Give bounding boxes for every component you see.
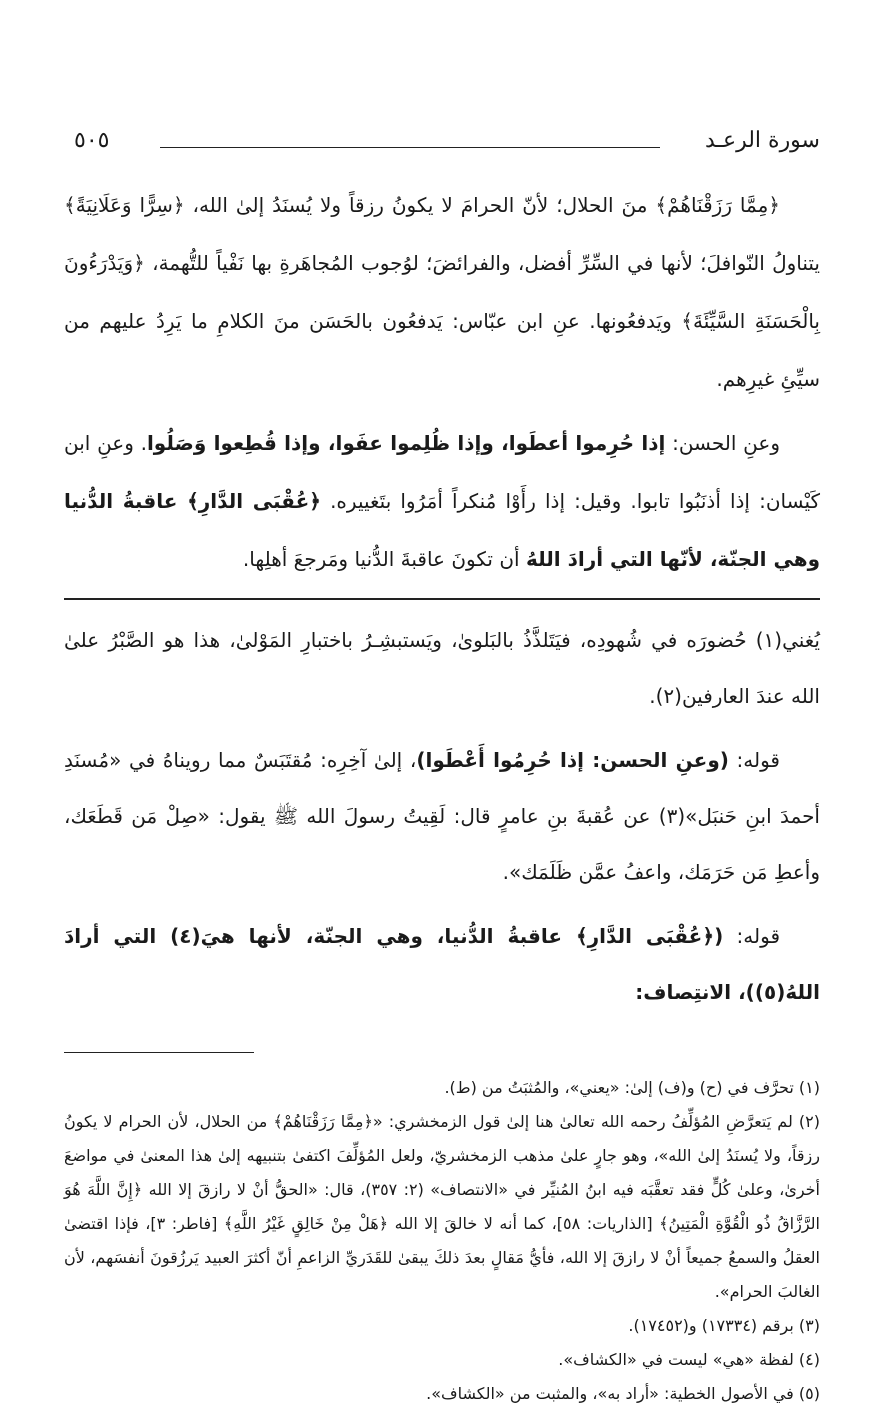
main-p2-bold-aqiba: ﴿عُقْبَى الدَّارِ﴾ عاقبةُ الدُّنيا وهي الجنّة، لأنّها التي أرادَ اللهُ — [64, 489, 820, 571]
footnote-2: (٢) لم يَتعرَّضِ المُؤلِّفُ رحمه الله تعالىٰ هنا إلىٰ قول الزمخشري: «﴿مِمَّا رَزَقْنَاهُمْ﴾ من الحلال، لأن الحرام لا يكونُ رزقاً، ولا يُسنَدُ إلىٰ الله»، وهو جارٍ علىٰ مذهب الزمخشريّ، ولعل المُؤلِّفَ اكتفىٰ بتنبيهه إلىٰ هذا المعنىٰ في مواضعَ أخرىٰ، وعلىٰ كُلٍّ فقد تعقَّبَه فيه ابنُ المُنيِّر في «الانتصاف» (٢: ٣٥٧)، قال: «الحقُّ أنْ لا رازقَ إلا الله ﴿إِنَّ اللَّهَ هُوَ الرَّزَّاقُ ذُو الْقُوَّةِ الْمَتِينُ﴾ [الذاريات: ٥٨]، كما أنه لا خالقَ إلا الله ﴿هَلْ مِنْ خَالِقٍ غَيْرُ اللَّهِ﴾ [فاطر: ٣]، فإذا اقتضىٰ العقلُ والسمعُ جميعاً أنْ لا رازقَ إلا الله، فأيُّ مَقالٍ بعدَ ذلكَ يبقىٰ للقَدَريِّ الزاعمِ أنّ أكثرَ العبيد يَرزُقونَ أنفسَهم، لأن الغالبَ الحرام». — [64, 1112, 821, 1301]
main-p2-end: أن تكونَ عاقبةَ الدُّنيا ومَرجعَ أهلِها. — [242, 547, 526, 571]
commentary-paragraph-1: يُغني(١) حُضورَه في شُهودِه، فيَتَلذَّذُ بالبَلوىٰ، ويَستبشِـرُ باختبارِ المَوْلىٰ، هذا هو الصَّبْرُ علىٰ الله عندَ العارفين(٢). — [64, 628, 820, 708]
commentary-p3-bold: (﴿عُقْبَى الدَّارِ﴾ عاقبةُ الدُّنيا، وهي الجنّة، لأنها هيَ(٤) التي أرادَ اللهُ(٥))، الانتِصاف: — [64, 924, 820, 1004]
main-text — [64, 176, 820, 588]
main-p2-mid: . وعنِ ابن كَيْسان: إذا أذنَبُوا تابوا. وقيل: إذا رأَوْا مُنكراً أمَرُوا بتَغييره. — [64, 431, 821, 513]
commentary-p2-intro: قوله: — [728, 748, 780, 772]
book-page — [64, 120, 820, 1411]
page-number: ٥٠٥ — [74, 128, 110, 153]
header-rule — [160, 147, 660, 148]
commentary-p2-bold: (وعنِ الحسن: إذا حُرِمُوا أَعْطَوا) — [416, 748, 729, 772]
commentary-p2-text: ، إلىٰ آخِرِه: مُقتَبَسٌ مما رويناهُ في «مُسنَدِ أحمدَ ابنِ حَنبَل»(٣) عن عُقبةَ بنِ عامرٍ قال: لَقِيتُ رسولَ الله ﷺ يقول: «صِلْ مَن قَطَعَك، وأعطِ مَن حَرَمَك، واعفُ عمَّن ظَلَمَك». — [64, 748, 820, 884]
section-divider — [64, 598, 820, 600]
footnote-1: (١) تحرَّف في (ح) و(ف) إلىٰ: «يعني»، والمُثبَتُ من (ط). — [444, 1078, 820, 1097]
commentary-paragraph-2 — [64, 732, 820, 900]
commentary-paragraph-3 — [64, 908, 820, 1020]
footnote-divider — [64, 1052, 254, 1053]
commentary-text — [64, 612, 820, 1020]
footnote-5: (٥) في الأصول الخطية: «أراد به»، والمثبت من «الكشاف». — [426, 1384, 820, 1403]
main-p2-intro: وعنِ الحسن: — [665, 431, 780, 455]
footnote-3: (٣) برقم (١٧٣٣٤) و(١٧٤٥٢). — [628, 1316, 820, 1335]
surah-title: سورة الرعـد — [704, 128, 820, 153]
commentary-p3-intro: قوله: — [723, 924, 780, 948]
main-p2-bold-quote: إذا حُرِموا أعطَوا، وإذا ظُلِموا عفَوا، وإذا قُطِعوا وَصَلُوا — [146, 431, 666, 455]
footnote-4: (٤) لفظة «هي» ليست في «الكشاف». — [558, 1350, 820, 1369]
main-paragraph-2 — [64, 414, 820, 588]
running-header — [64, 120, 820, 160]
main-paragraph-1: ﴿مِمَّا رَزَقْنَاهُمْ﴾ منَ الحلال؛ لأنّ الحرامَ لا يكونُ رزقاً ولا يُسنَدُ إلىٰ الله، ﴿سِرًّا وَعَلَانِيَةً﴾ يتناولُ النّوافلَ؛ لأنها في السِّرِّ أفضل، والفرائضَ؛ لوُجوب المُجاهَرةِ بها نَفْياً للتُّهمة، ﴿وَيَدْرَءُونَ بِالْحَسَنَةِ السَّيِّئَةَ﴾ ويَدفعُونها. عنِ ابن عبّاس: يَدفعُون بالحَسَن منَ الكلامِ ما يَرِدُ عليهم من سيِّئِ غيرِهم. — [64, 193, 820, 391]
footnotes — [64, 1071, 820, 1411]
